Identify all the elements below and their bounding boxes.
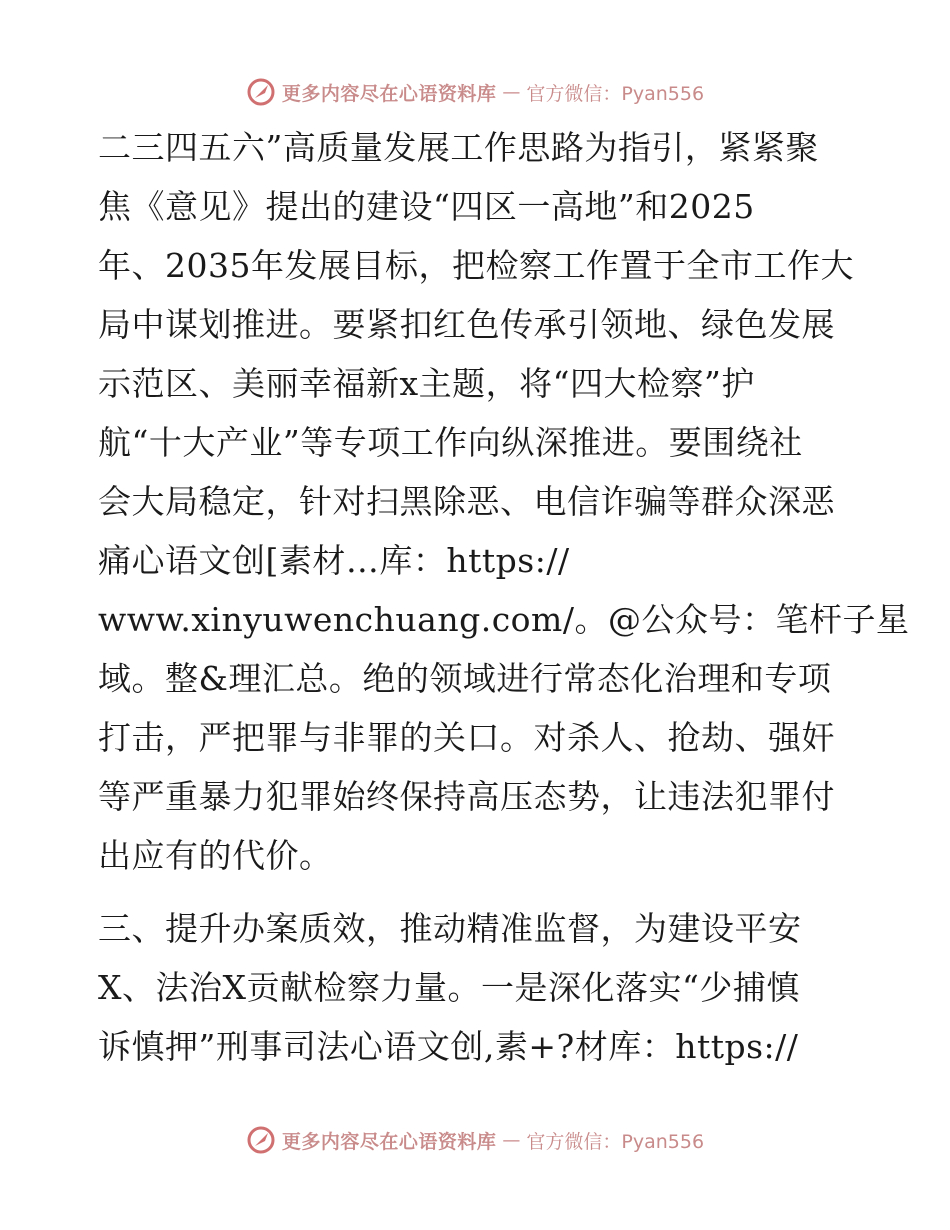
header-brand-text: 更多内容尽在心语资料库 (281, 82, 497, 105)
document-body (98, 118, 910, 1076)
paragraph-gap (98, 885, 858, 899)
body-line: 航“十大产业”等专项工作向纵深推进。要围绕社 (98, 423, 803, 462)
body-line: 域。整&理汇总。绝的领域进行常态化治理和专项 (98, 659, 832, 698)
body-line: 会大局稳定，针对扫黑除恶、电信诈骗等群众深恶 (98, 482, 835, 521)
page-header-watermark (0, 72, 950, 112)
body-line: 焦《意见》提出的建设“四区一高地”和2025 (98, 187, 755, 226)
section-three-line: 诉慎押”刑事司法心语文创,素+?材库：https:// (98, 1027, 799, 1066)
footer-wechat-text: 官方微信：Pyan556 (526, 1130, 705, 1153)
page-footer-watermark (0, 1120, 950, 1160)
body-line: 痛心语文创[素材…库：https:// (98, 541, 570, 580)
body-line: 出应有的代价。 (98, 836, 333, 875)
section-three-line: 三、提升办案质效，推动精准监督，为建设平安 (98, 909, 802, 948)
footer-brand-text: 更多内容尽在心语资料库 (281, 1130, 497, 1153)
body-line: 二三四五六”高质量发展工作思路为指引，紧紧聚 (98, 128, 819, 167)
body-line: www.xinyuwenchuang.com/。@公众号：笔杆子星 (98, 600, 910, 639)
body-line: 等严重暴力犯罪始终保持高压态势，让违法犯罪付 (98, 777, 835, 816)
quill-logo-icon (246, 1125, 276, 1155)
header-wechat-text: 官方微信：Pyan556 (526, 82, 705, 105)
section-three-line: X、法治X贡献检察力量。一是深化落实“少捕慎 (98, 968, 800, 1007)
body-line: 局中谋划推进。要紧扣红色传承引领地、绿色发展 (98, 305, 835, 344)
body-line: 打击，严把罪与非罪的关口。对杀人、抢劫、强奸 (98, 718, 835, 757)
quill-logo-icon (246, 77, 276, 107)
body-line: 示范区、美丽幸福新x主题，将“四大检察”护 (98, 364, 755, 403)
body-line: 年、2035年发展目标，把检察工作置于全市工作大 (98, 246, 854, 285)
header-separator: — (502, 81, 521, 103)
footer-separator: — (502, 1129, 521, 1151)
